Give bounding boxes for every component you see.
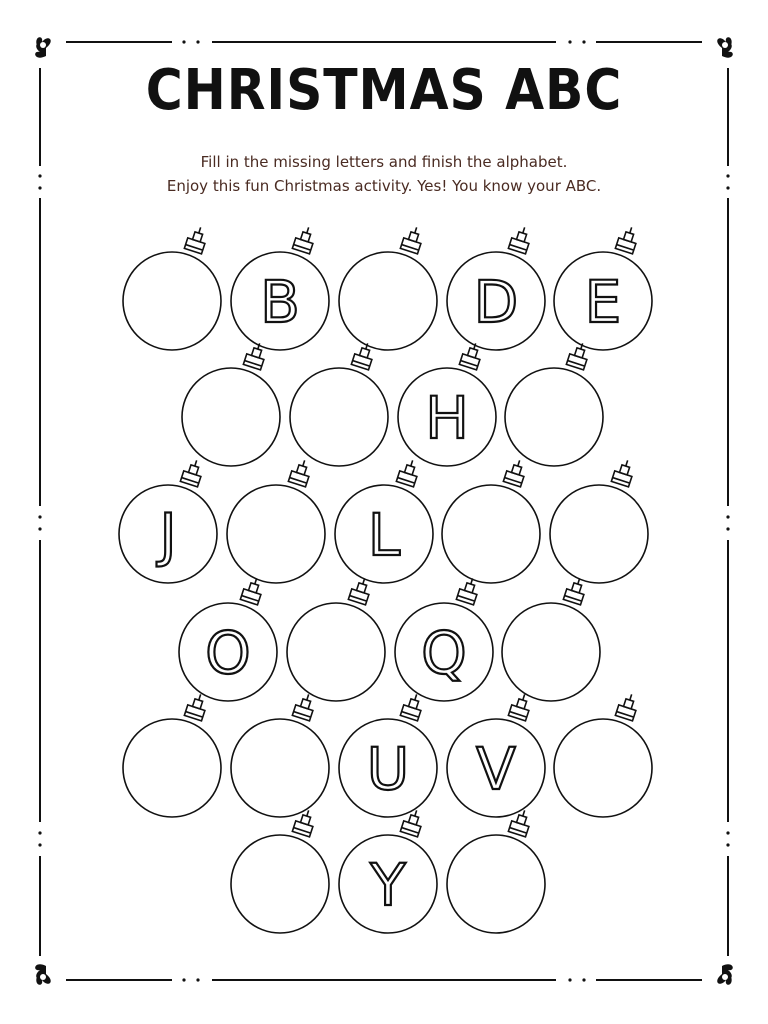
ornament[interactable]	[502, 576, 600, 701]
ornament	[339, 808, 437, 933]
ornament[interactable]	[123, 225, 221, 350]
ornament-letter: D	[473, 268, 519, 336]
page-title: CHRISTMAS ABC	[145, 58, 623, 123]
ornament	[554, 225, 652, 350]
ornament	[447, 225, 545, 350]
ornament-letter: J	[159, 501, 177, 569]
ornament[interactable]	[287, 576, 385, 701]
ornament[interactable]	[290, 341, 388, 466]
ornament-letter: L	[367, 501, 401, 569]
ornament-letter: E	[584, 268, 622, 336]
ornament-letter: U	[366, 735, 410, 803]
ornament-letter: Q	[421, 619, 467, 687]
ornament	[231, 225, 329, 350]
ornament[interactable]	[182, 341, 280, 466]
ornament-letter: V	[476, 735, 516, 803]
ornament	[395, 576, 493, 701]
ornament-letter: H	[425, 384, 469, 452]
ornament	[339, 692, 437, 817]
ornament[interactable]	[550, 458, 648, 583]
ornament	[335, 458, 433, 583]
ornament[interactable]	[505, 341, 603, 466]
ornament	[179, 576, 277, 701]
instruction-line-1: Fill in the missing letters and finish the alphabet.	[200, 153, 568, 171]
ornament[interactable]	[231, 808, 329, 933]
ornament	[398, 341, 496, 466]
ornament[interactable]	[339, 225, 437, 350]
ornament-letter: O	[205, 619, 251, 687]
ornament	[447, 692, 545, 817]
ornament[interactable]	[227, 458, 325, 583]
ornament[interactable]	[554, 692, 652, 817]
ornament	[119, 458, 217, 583]
ornament-letter: B	[260, 268, 300, 336]
instruction-line-2: Enjoy this fun Christmas activity. Yes! You know your ABC.	[166, 177, 602, 195]
ornament[interactable]	[442, 458, 540, 583]
ornament-letter: Y	[370, 851, 406, 919]
ornament[interactable]	[447, 808, 545, 933]
ornament[interactable]	[231, 692, 329, 817]
ornament[interactable]	[123, 692, 221, 817]
